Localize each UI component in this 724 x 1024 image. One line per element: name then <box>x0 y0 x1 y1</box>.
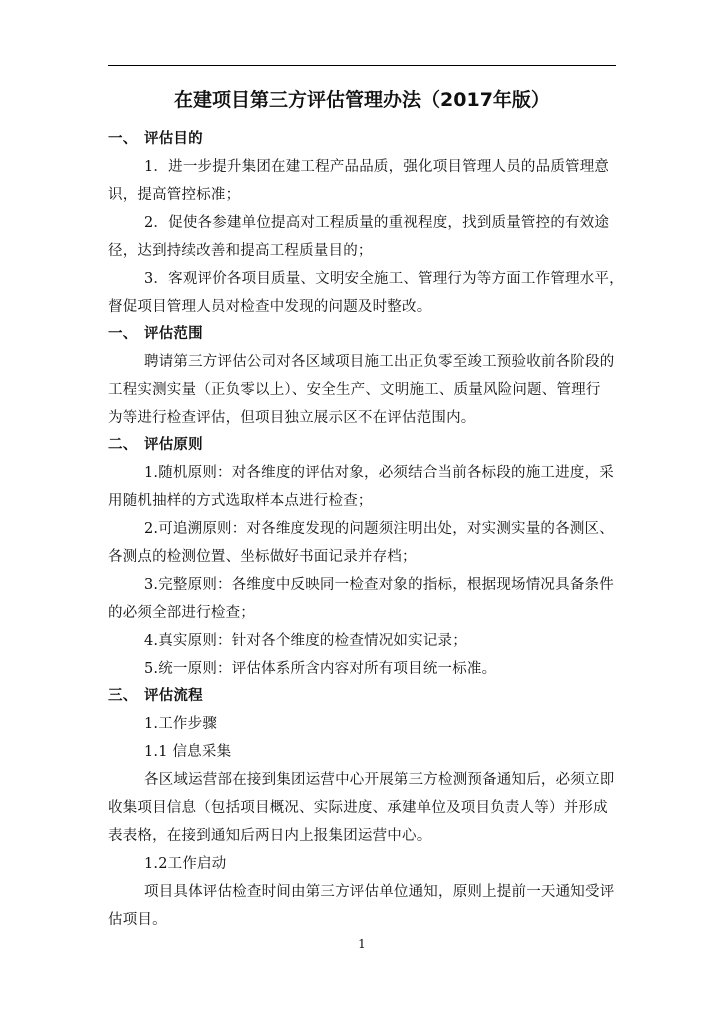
paragraph-line: 径，达到持续改善和提高工程质量目的； <box>108 243 373 259</box>
paragraph-line: 2．促使各参建单位提高对工程质量的重视程度，找到质量管控的有效途 <box>144 215 610 231</box>
paragraph-line: 估项目。 <box>108 912 167 928</box>
paragraph-line: 为等进行检查评估，但项目独立展示区不在评估范围内。 <box>108 410 476 426</box>
paragraph-line: 各测点的检测位置、坐标做好书面记录并存档； <box>108 549 417 565</box>
paragraph-line: 3．客观评价各项目质量、文明安全施工、管理行为等方面工作管理水平， <box>144 271 624 287</box>
paragraph-line: 项目具体评估检查时间由第三方评估单位通知，原则上提前一天通知受评 <box>144 884 615 900</box>
paragraph-line: 1.随机原则：对各维度的评估对象，必须结合当前各标段的施工进度，采 <box>144 465 614 481</box>
paragraph-line: 各区域运营部在接到集团运营中心开展第三方检测预备通知后，必须立即 <box>144 772 615 788</box>
paragraph-line: 收集项目信息（包括项目概况、实际进度、承建单位及项目负责人等）并形成 <box>108 800 608 816</box>
header-rule <box>108 65 616 66</box>
page-number: 1 <box>358 937 366 951</box>
paragraph-line: 的必须全部进行检查； <box>108 605 255 621</box>
paragraph-line: 表表格，在接到通知后两日内上报集团运营中心。 <box>108 828 432 844</box>
paragraph-line: 1.工作步骤 <box>144 716 218 732</box>
section-heading: 二、 评估原则 <box>108 437 203 453</box>
section-heading: 三、 评估流程 <box>108 688 203 704</box>
paragraph-line: 1.2工作启动 <box>144 856 227 872</box>
paragraph-line: 4.真实原则：针对各个维度的检查情况如实记录； <box>144 633 467 649</box>
paragraph-line: 聘请第三方评估公司对各区域项目施工出正负零至竣工预验收前各阶段的 <box>144 354 615 370</box>
paragraph-line: 1．进一步提升集团在建工程产品品质，强化项目管理人员的品质管理意 <box>144 159 610 175</box>
section-heading: 一、 评估范围 <box>108 326 203 342</box>
paragraph-line: 工程实测实量（正负零以上）、安全生产、文明施工、质量风险问题、管理行 <box>108 382 601 398</box>
paragraph-line: 3.完整原则：各维度中反映同一检查对象的指标，根据现场情况具备条件 <box>144 577 614 593</box>
paragraph-line: 1.1 信息采集 <box>144 744 232 760</box>
paragraph-line: 识，提高管控标准； <box>108 187 241 203</box>
section-heading: 一、 评估目的 <box>108 131 203 147</box>
paragraph-line: 用随机抽样的方式选取样本点进行检查； <box>108 493 373 509</box>
paragraph-line: 督促项目管理人员对检查中发现的问题及时整改。 <box>108 299 432 315</box>
paragraph-line: 5.统一原则：评估体系所含内容对所有项目统一标准。 <box>144 661 497 677</box>
document-title: 在建项目第三方评估管理办法（2017年版） <box>174 89 550 111</box>
paragraph-line: 2.可追溯原则：对各维度发现的问题须注明出处，对实测实量的各测区、 <box>144 521 614 537</box>
